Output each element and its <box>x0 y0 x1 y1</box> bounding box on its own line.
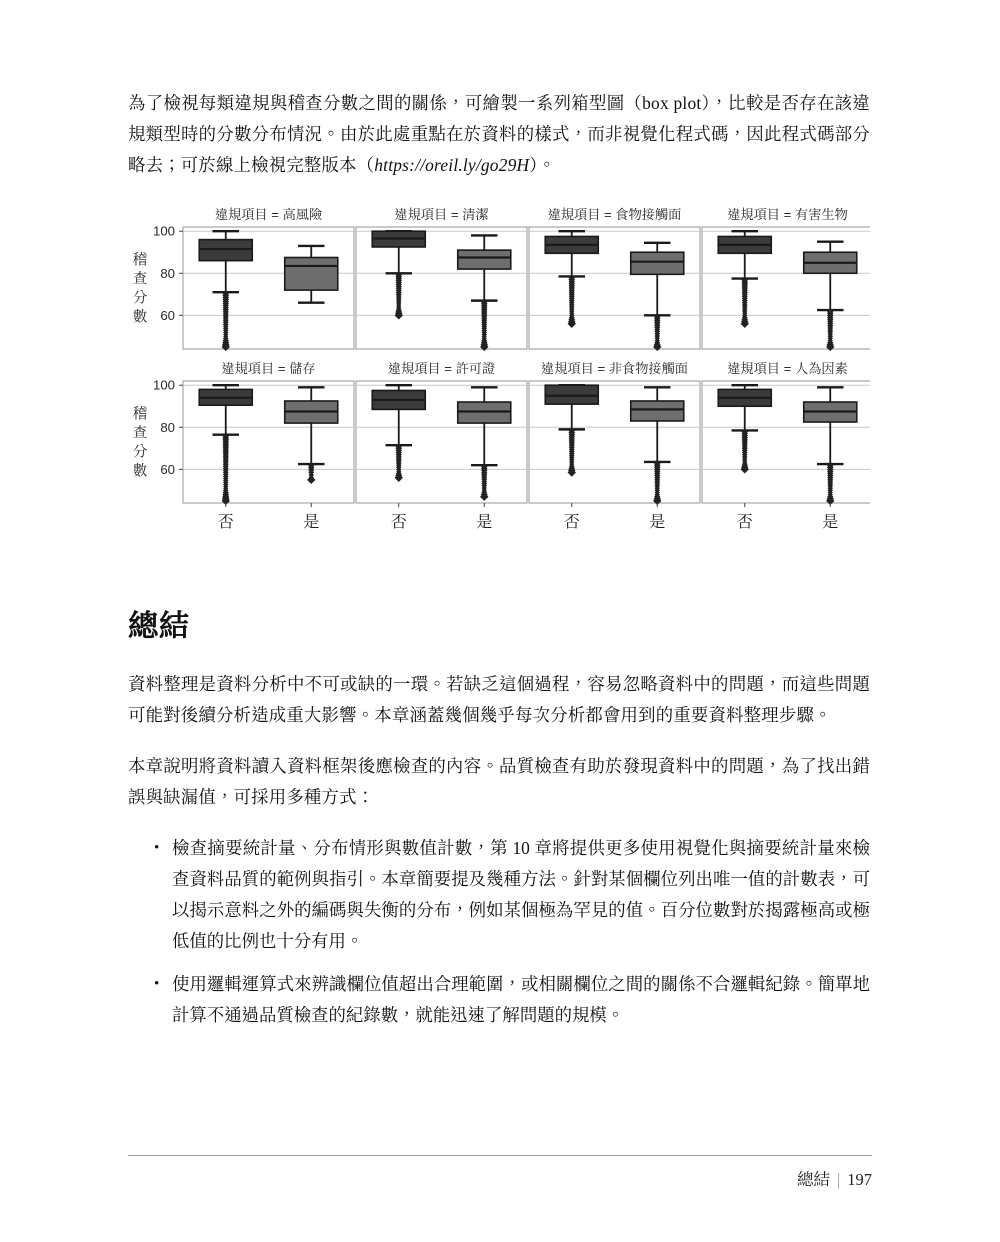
y-axis-label-char: 查 <box>132 425 148 442</box>
y-tick-label: 60 <box>160 461 175 477</box>
facet-title: 違規項目 = 許可證 <box>387 361 496 376</box>
y-axis-label-char: 數 <box>132 309 148 326</box>
facet-title: 違規項目 = 非食物接觸面 <box>541 361 688 376</box>
x-tick-label: 是 <box>822 514 839 531</box>
intro-link[interactable]: https://oreil.ly/go29H <box>374 155 530 175</box>
page-content <box>128 88 870 1043</box>
y-tick-label: 80 <box>160 265 175 281</box>
boxplot-svg-container <box>128 201 870 571</box>
summary-bullet-list <box>128 833 870 1031</box>
x-tick-label: 是 <box>649 514 666 531</box>
facet-title: 違規項目 = 食物接觸面 <box>547 207 682 222</box>
boxplot-figure <box>128 201 870 571</box>
facet-title: 違規項目 = 有害生物 <box>727 207 848 222</box>
x-tick-label: 否 <box>736 514 753 531</box>
summary-paragraph-1: 資料整理是資料分析中不可或缺的一環。若缺乏這個過程，容易忽略資料中的問題，而這些問題可能對後續分析造成重大影響。本章涵蓋幾個幾乎每次分析都會用到的重要資料整理步驟。 <box>128 674 870 725</box>
x-tick-label: 是 <box>303 514 320 531</box>
list-item: • 使用邏輯運算式來辨識欄位值超出合理範圍，或相關欄位之間的關係不合邏輯紀錄。簡單地計算不通過品質檢查的紀錄數，就能迅速了解問題的規模。 <box>154 969 870 1031</box>
footer-separator: | <box>836 1170 841 1189</box>
footer-section-label: 總結 <box>796 1170 830 1189</box>
boxplot-chart <box>128 201 870 571</box>
y-tick-label: 100 <box>152 223 175 239</box>
y-tick-label: 100 <box>152 377 175 393</box>
y-axis-label-char: 稽 <box>132 406 148 423</box>
x-tick-label: 否 <box>563 514 580 531</box>
intro-text-before-link: 為了檢視每類違規與稽查分數之間的關係，可繪製一系列箱型圖（box plot），比較是否存在該違規類型時的分數分布情況。由於此處重點在於資料的樣式，而非視覺化程式碼，因此程式碼部分略去；可於線上檢視完整版本（ <box>128 93 870 175</box>
facet-panel <box>702 360 870 505</box>
y-axis-label-char: 查 <box>132 271 148 288</box>
x-tick-label: 否 <box>217 514 234 531</box>
facet-title: 違規項目 = 人為因素 <box>727 361 848 376</box>
y-axis-label-char: 數 <box>132 463 148 480</box>
box-iqr <box>631 252 684 274</box>
facet-title: 違規項目 = 高風險 <box>214 207 323 222</box>
page-number: 197 <box>847 1170 872 1189</box>
summary-paragraph-2: 本章說明將資料讀入資料框架後應檢查的內容。品質檢查有助於發現資料中的問題，為了找出錯誤與缺漏值，可採用多種方式： <box>128 756 870 807</box>
facet-panel <box>153 206 354 351</box>
y-tick-label: 60 <box>160 307 175 323</box>
section-heading: 總結 <box>128 610 190 643</box>
page-footer <box>128 1155 872 1190</box>
facet-panel <box>702 206 870 351</box>
facet-panel <box>153 360 354 505</box>
facet-panel <box>529 206 700 351</box>
intro-paragraph <box>128 88 870 181</box>
box-iqr <box>631 401 684 421</box>
y-tick-label: 80 <box>160 419 175 435</box>
facet-title: 違規項目 = 清潔 <box>394 207 489 222</box>
facet-panel <box>356 360 527 503</box>
x-tick-label: 否 <box>390 514 407 531</box>
facet-panel <box>356 206 527 351</box>
facet-title: 違規項目 = 儲存 <box>221 361 316 376</box>
facet-panel <box>529 360 700 505</box>
box-iqr <box>458 250 511 269</box>
list-item: • 檢查摘要統計量、分布情形與數值計數，第 10 章將提供更多使用視覺化與摘要統計量來檢查資料品質的範例與指引。本章簡要提及幾種方法。針對某個欄位列出唯一值的計數表，可以揭示意料之外的編碼與失衡的分布，例如某個極為罕見的值。百分位數對於揭露極高或極低值的比例也十分有用。 <box>154 833 870 957</box>
y-axis-label-char: 稽 <box>132 252 148 269</box>
y-axis-label-char: 分 <box>132 444 148 461</box>
x-tick-label: 是 <box>476 514 493 531</box>
box-iqr <box>285 258 338 291</box>
y-axis-label-char: 分 <box>132 290 148 307</box>
intro-text-after-link: ）。 <box>529 155 556 175</box>
